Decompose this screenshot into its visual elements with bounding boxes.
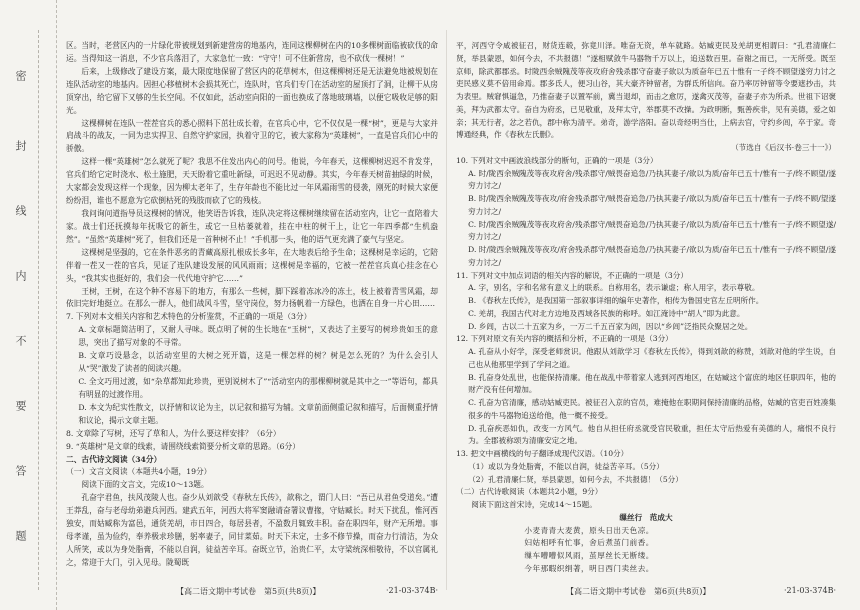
q7-option-d: D. 本文为纪实性散文，以抒情和议论为主，以记叙和描写为辅。文章前面侧重记叙和描写，后面侧重抒情和议论，揭示文章主题。 <box>78 402 438 425</box>
essay-paragraph: 这棵柳树在连队一茬茬官兵的悉心照料下茁壮成长着，在官兵心中，它不仅仅是一棵“树”，更是与大家并肩战斗的战友，一同为忠实捍卫、自然守护家园，执着守卫的它，被大家称为“英雄树”，一直是官兵们心中的骄傲。 <box>66 118 438 154</box>
passage-source: （节选自《后汉书·卷三十一》） <box>731 143 836 152</box>
q7-option-b: B. 文章巧设悬念，以活动室里的大树之死开篇，这是一棵怎样的树？树是怎么死的？为什么会引人从“哭”激发了读者的阅读兴趣。 <box>78 351 438 374</box>
question-7: 7. 下列对本文相关内容和艺术特色的分析鉴赏，不正确的一项是（3分） <box>66 312 312 322</box>
poem-instruction: 阅读下面这首宋诗，完成14～15题。 <box>471 500 597 509</box>
question-9: 9. “英雄树”是文章的线索，请围绕线索简要分析文章的思路。（6分） <box>66 441 300 451</box>
q7-option-c: C. 全文巧用过渡，如“杂草都知此珍贵，更别说树木了”“活动室内的那棵柳树就是其中之一”等语句，都具有明显的过渡作用。 <box>78 376 438 399</box>
footer-code: ·21-03-374B· <box>386 586 438 595</box>
q11-option-c: C. 羌胡，我国古代对北方边地及西域各民族的称呼。如江淹诗中“胡人”即为此意。 <box>468 308 745 318</box>
q10-option-b: B. 时/陇西余贼隗茂等夜攻/府舍残杀郡守/贼畏奋追急/乃执其妻子/欲以为质/奋年已五十/惟有一子/终不顾/望遂穷力讨之/ <box>468 194 836 216</box>
subsection-heading: （一）文言文阅读（本题共4小题，19分） <box>66 467 212 477</box>
essay-paragraph: 我问询问道指导员这棵树的情况，他笑语告诉我，连队决定将这棵树继续留在活动室内，让它一直陪着大家。战士们还抚摸每年抚吸它的新生，或它一旦枯萎就着，挂在中柱的树干上，让它一年四季都“生机盎然”。“虽然“英雄树”死了，但我们还是一首种树不止！”手机那一头，他的语气更充满了豪气与坚定。 <box>66 208 438 244</box>
seal-char: 线 <box>14 205 27 218</box>
poem-line: 缫车嘈嘈似风雨，茧厚丝长无断缕。 <box>524 551 654 560</box>
classical-passage: 孔奋字君鱼，扶风茂陵人也。奋少从刘歆受《春秋左氏传》，歆称之，谓门人曰：“吾已从君鱼受道矣。”遭王莽乱，奋与老母幼弟避兵河西。建武五年，河西大将军窦融请奋署议曹掾，守姑臧长。时天下扰乱，惟河西独安，而姑臧称为富邑，通货羌胡，市日四合，每居县者，不盈数月辄致丰积。奋在职四年，财产无所增。事母孝谨，虽为俭约，奉养极求珍膳，躬率妻子，同甘菜茹。时天下未定，士多不修节操，而奋力行清洁，为众人所笑，或以为身处脂膏，不能以自润，徒益苦辛耳。奋既立节，治贵仁平，太守梁统深相敬待，不以官属礼之，常迎于大门，引入见母。陇蜀既 <box>66 493 438 567</box>
seal-char: 答 <box>14 465 27 478</box>
section-heading: 二、古代诗文阅读（34分） <box>66 454 162 464</box>
q12-option-d: D. 孔奋疾恶如仇，改变一方风气。他自从担任府丞就受官民敬重，担任太守后热爱有美德的人，痛恨不良行为。全郡被称颂为清廉安定之地。 <box>468 423 836 446</box>
poem-line: 妇姑相呼有忙事，舍后煮茧门前香。 <box>524 538 654 548</box>
footer-page-label: 【高二语文期中考试卷 第6页(共8页)】 <box>566 587 711 596</box>
subsection-heading: （二）古代诗歌阅读（本题共2小题，9分） <box>456 487 603 497</box>
seal-char: 题 <box>14 530 27 543</box>
essay-paragraph: 这样一棵“英雄树”怎么就死了呢？我思不住发出内心的问号。他说，今年春天，这棵柳树迟迟不肯发芽，官兵们给它定时浇水、松土施肥，天天盼着它重吐新绿，可迟迟不见动静。其实，今年春天树苗抽绿的时候，大家都会发现这样一个现象，因为柳太老年了，生存年龄也不能比过一年风霜雨雪的侵袭，刚死的时候大家便纷纷泪，谁也不愿意为它砍倒枯死的残肢而砍了它的残枝。 <box>66 157 438 206</box>
poem-line: 今年那暇织绢著，明日西门卖丝去。 <box>524 563 654 573</box>
q7-option-a: A. 文章标题简洁明了，又耐人寻味。既点明了树的生长地在“玉树”，又表达了主要写的树珍贵如玉的意思，突出了描写对象的不寻常。 <box>78 325 438 348</box>
q10-option-a: A. 时/陇西余贼隗茂等夜攻府舍/残杀郡守/贼畏奋追急/乃执其妻子/欲以为质/奋年已五十/惟有一子/终不顾望/遂穷力讨之/ <box>468 168 836 191</box>
q10-option-d: D. 时/陇西余贼隗茂等夜攻/府舍残杀郡守/贼畏奋追急/乃执其妻子/欲以为质/奋年已五十/惟有一子/终不顾望/遂穷力讨之/ <box>468 245 836 267</box>
q11-option-a: A. 字，别名，字和名常有意义上的联系。自称用名，表示谦虚；称人用字，表示尊敬。 <box>468 283 760 293</box>
q12-option-c: C. 孔奋为官清廉，感动姑臧吏民。被征召入京的官员，难掩他在职期间保持清廉的品格，姑臧的官吏百姓凑集很多的牛马器物追送给他，他一概不接受。 <box>468 398 836 420</box>
binding-margin <box>0 0 57 610</box>
seal-char: 不 <box>14 335 27 348</box>
q12-option-b: B. 孔奋身处乱世，也能保持清廉。他在战乱中带着家人逃到河西地区，在姑臧这个富庶的地区任职四年，他的财产没有任何增加。 <box>468 372 836 395</box>
question-11: 11. 下列对文中加点词语的相关内容的解说，不正确的一项是（3分） <box>456 270 688 280</box>
essay-paragraph: 后来，上级修改了建设方案，最大限度地保留了营区内的花草树木，但这棵柳树还是无法避免地被规划在连队活动室的地基内。因担心移植树木会损其死亡，连队时，官兵们专门在活动室的屋顶打了洞，让柳干从房顶穿出，给它留下又够的生长空间。不仅如此，活动室向阳的一面也换成了落地玻璃墙，以便它吸收足够的阳光。 <box>66 66 438 115</box>
essay-paragraph: 王树，王树，在这个种不容易下的地方，有那么一些树，脚下踩着冻冰冷的冻土，枝上被着青雪风霜，却依旧完好地挺立。在那么一群人，他们战风斗雪，坚守岗位，努力扬帆着一方绿色，也洒在自身一片心田…… <box>66 286 438 309</box>
poem-title: 缫丝行 范成大 <box>619 512 673 522</box>
reading-instruction: 阅读下面的文言文，完成10～13题。 <box>81 480 209 490</box>
page-divider <box>446 30 447 590</box>
poem-line: 小麦青青大麦黄，原头日出天色凉。 <box>524 525 654 535</box>
q11-option-b: B. 《春秋左氏传》，是我国第一部叙事详细的编年史著作，相传为鲁国史官左丘明所作。 <box>468 296 764 305</box>
q11-option-d: D. 乡闾，古以二十五家为乡，一万二千五百家为闾，因以“乡闾”泛指民众聚居之处。 <box>468 321 753 331</box>
seal-line-labels <box>6 0 32 610</box>
seal-line <box>38 30 39 590</box>
seal-char: 内 <box>14 270 27 283</box>
footer-code: ·21-03-374B· <box>784 586 836 595</box>
q10-option-c: C. 时/陇西余贼隗茂等夜攻府舍/残杀郡守/贼畏奋追急/乃执其妻子/欲以为质/奋年已五十/惟有一子/终不顾望遂/穷力讨之/ <box>468 219 836 242</box>
question-8: 8. 文章除了写树，还写了草和人，为什么要这样安排？（6分） <box>66 428 281 438</box>
essay-paragraph: 这棵树是坚强的，它在条件恶劣的青藏高原扎根成长多年，在大地表后给予生命；这棵树是幸运的，它陪伴着一茬又一茬的官兵，见证了连队建设发展的风风雨雨；这棵树是幸福的，它被一茬茬官兵真心挂念在心头，“我其实也挺好的，我们会一代代地守护它……” <box>66 247 438 283</box>
question-12: 12. 下列对原文有关内容的概括和分析，不正确的一项是（3分） <box>456 334 673 344</box>
q13-item-1: （1）或以为身处脂膏，不能以自润，徒益苦辛耳。（5分） <box>468 461 664 471</box>
essay-paragraph: 区。当时，老营区内的一片绿化带被规划到新建营房的地基内，连同这棵柳树在内的10多棵树面临被砍伐的命运。当得知这一消息，不少官兵落泪了，大家急忙一致：“守守！可不住新营房，也不砍伐一棵树！” <box>66 41 438 63</box>
question-10: 10. 下列对文中画波浪线部分的断句，正确的一项是（3分） <box>456 155 658 165</box>
q13-item-2: （2）孔君清廉仁贤，举县蒙恩，如何今去，不共报德！（5分） <box>468 474 683 484</box>
seal-char: 要 <box>14 400 27 413</box>
question-13: 13. 把文中画横线的句子翻译成现代汉语。（10分） <box>456 449 629 458</box>
classical-passage-cont: 平，河西守令咸被征召，财货连毂，弥竟川泽。唯奋无资，单车就路。姑臧吏民及羌胡更相谓曰：“孔君清廉仁贤，举县蒙恩，如何今去，不共报德！”遂相赋敛牛马器物千万以上，追送数百里。奋谢之而已，一无所受。既至京师，除武都郡丞。时陇西余贼隗茂等夜攻府舍残杀郡守奋妻子欲以为质奋年已五十惟有一子终不顾望遂穷力讨之吏民感义莫不倍用命焉。郡多氐人，便习山谷，其大豪齐钟留者，为群氐所信向。奋乃率厉钟留等令要遮抄击，共为表里。贼窘惧逼急，乃推奋妻子以置军前，冀当退却，而击之愈厉，遂禽灭茂等，奋妻子亦为所杀。世祖下诏褒美，拜为武都太守。奋自为府丞，已见敬重，及拜太守，举郡莫不改操。为政明断，甄善疾非，见有美德，爱之如亲；其无行者，忿之若仇，郡中称为清平。弟奇，游学洛阳。奋以奇经明当仕，上病去官，守约乡闾，卒于家。奇博通经典，作《春秋左氏删》。 <box>456 41 836 140</box>
q12-option-a: A. 孔奋从小好学，深受老师赏识。他跟从刘歆学习《春秋左氏传》，得到刘歆的称赞，刘歆对他的学生说，自己也从他那里学到了学问之道。 <box>468 347 836 369</box>
footer-page-label: 【高二语文期中考试卷 第5页(共8页)】 <box>176 587 321 596</box>
seal-char: 密 <box>14 70 27 83</box>
page-5-column <box>66 40 438 570</box>
page-6-column <box>456 40 836 576</box>
seal-char: 封 <box>14 140 27 153</box>
